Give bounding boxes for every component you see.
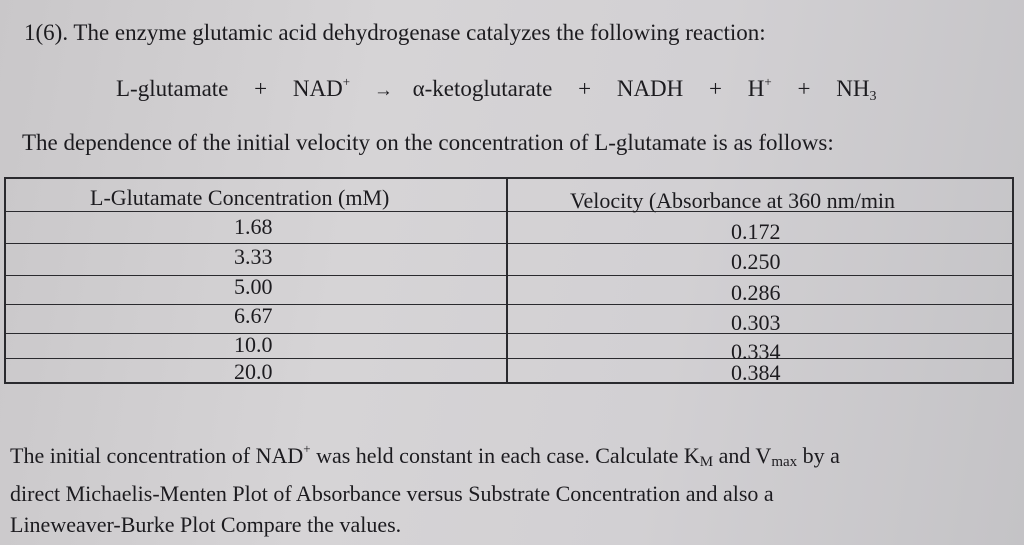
velocity-cell: 0.384	[731, 360, 781, 385]
column-divider	[506, 179, 508, 382]
velocity-cell: 0.172	[731, 219, 781, 244]
plus-sign: +	[797, 76, 811, 101]
reaction-equation	[116, 76, 876, 102]
velocity-cell: 0.303	[731, 310, 781, 335]
velocity-cell: 0.286	[731, 280, 781, 305]
row-divider	[6, 333, 1012, 334]
row-divider	[6, 304, 1012, 305]
intro-text: The dependence of the initial velocity on the concentration of L-glutamate is as follows:	[22, 130, 834, 155]
row-divider	[6, 358, 1012, 359]
reactant-nad: NAD+	[292, 74, 351, 101]
product-alpha-ketoglutarate: α-ketoglutarate	[412, 76, 553, 101]
concentration-cell: 20.0	[234, 359, 273, 384]
velocity-cell: 0.334	[731, 339, 781, 364]
concentration-cell: 5.00	[234, 274, 273, 299]
plus-sign: +	[578, 76, 592, 101]
question-heading	[24, 20, 766, 46]
plus-sign: +	[254, 76, 268, 101]
product-nadh: NADH	[616, 76, 684, 101]
instructions-line-3: Lineweaver-Burke Plot Compare the values.	[10, 512, 402, 537]
concentration-cell: 6.67	[234, 303, 273, 328]
reaction-arrow-icon: →	[373, 80, 393, 101]
instructions-paragraph	[10, 440, 1010, 540]
question-text: The enzyme glutamic acid dehydrogenase catalyzes the following reaction:	[73, 20, 766, 45]
column-header-velocity: Velocity (Absorbance at 360 nm/min	[570, 188, 896, 213]
concentration-cell: 1.68	[234, 214, 273, 239]
concentration-cell: 3.33	[234, 244, 273, 269]
concentration-cell: 10.0	[234, 332, 273, 357]
product-proton: H+	[747, 74, 772, 101]
column-header-concentration: L-Glutamate Concentration (mM)	[90, 185, 390, 210]
velocity-cell: 0.250	[731, 249, 781, 274]
row-divider	[6, 243, 1012, 244]
instructions-line-2: direct Michaelis-Menten Plot of Absorbance versus Substrate Concentration and also a	[10, 481, 774, 506]
instructions-line-1: The initial concentration of NAD+ was held constant in each case. Calculate KM and Vmax by a	[10, 441, 840, 470]
product-ammonia: $NH_3$	[836, 76, 877, 104]
data-table	[4, 177, 1014, 384]
reactant-l-glutamate: L-glutamate	[116, 76, 229, 101]
plus-sign: +	[709, 76, 723, 101]
question-number: 1(6).	[24, 20, 69, 45]
row-divider	[6, 275, 1012, 276]
